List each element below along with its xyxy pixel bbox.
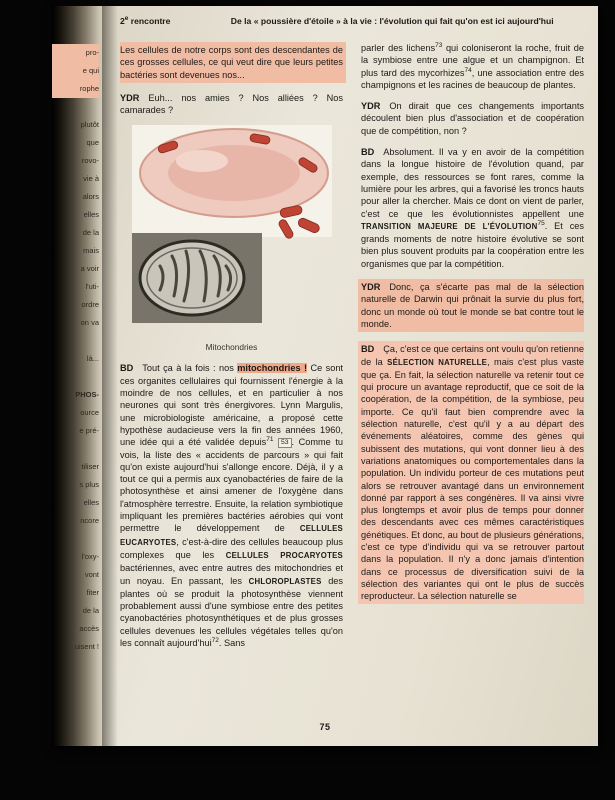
text-run: Tout ça à la fois : nos: [142, 363, 238, 374]
page-number: 75: [319, 722, 331, 732]
spine-fragments: [52, 6, 102, 656]
footnote-ref: e: [124, 15, 129, 23]
right-column: [361, 42, 584, 706]
spine-fragment: l'uti-: [85, 282, 99, 291]
paragraph-ydr-1: [120, 92, 343, 117]
footnote-ref: 75: [537, 219, 545, 227]
text-run: CELLULES EUCARYOTES: [120, 524, 343, 547]
footnote-ref: 74: [464, 66, 472, 74]
mitochondria-figure: [120, 125, 343, 352]
text-run: . Sans: [218, 638, 245, 649]
footnote-ref: 72: [211, 636, 219, 644]
paragraph-intro-highlighted: [120, 42, 346, 83]
text-run: Ce sont ces organites cellulaires qui fournissent l'énergie à la moindre de nos cellules, et en particulier à nos neurones qui sont très énergivores. Lynn Margulis, une microbiologiste américaine, a proposé cette hypothèse audacieuse vers la fin des années 1960, une idée qui a été validée depuis: [120, 363, 344, 448]
spine-fragment: là...: [86, 354, 99, 363]
text-run: Euh... nos amies ? Nos alliées ? Nos camarades ?: [120, 92, 343, 116]
spine-fragment: mais: [83, 246, 99, 255]
spine-fragment: alors: [82, 192, 99, 201]
spine-fragment: [52, 98, 99, 116]
spine-fragment: l'oxy-: [81, 552, 99, 561]
text-run: bactériennes, avec entre autres des mitochondries et un noyau. En passant, les: [120, 563, 343, 586]
spine-fragment: que: [86, 138, 99, 147]
paragraph-ydr-3-highlighted: [358, 279, 584, 332]
text-run: , mais c'est plus vaste que ça. En fait, la sélection naturelle va retenir tout ce qui procure un avantage reproductif, que ce soit de la coopération, de la compétition, de la symbiose, peu importe. Ce qu'il faut bien comprendre avec la sélection naturelle, c'est qu'il y a au départ des événements aléatoires, comme des gènes qui subissent des mutations, qui vont donner lieu à des variations anatomiques ou comportementales dans la population. Un individu porteur de ces mutations peut alors se retrouver avantagé dans un environnement donné par rapport à ses congénères. Il va ainsi vivre plus longtemps et avoir plus de temps pour donner des descendants avec ces mêmes caractéristiques génétiques. Et donc, au bout de plusieurs générations, c'est ce type d'individu qui va se retrouver partout dans la population. Il n'y a donc jamais d'intention dans ce processus de diversification suivi de la sélection des variantes qui ont le plus de succès reproducteur. La sélection naturelle se: [361, 356, 584, 602]
spine-fragment: elles: [83, 210, 99, 219]
text-run: qui coloniseront la roche, fruit de la symbiose entre une algue et un champignon. Et plus tard des mycorhizes: [361, 43, 584, 78]
text-run: Ça, c'est ce que certains ont voulu qu'on retienne de la: [361, 344, 584, 367]
mitochondria-illustration: [130, 125, 334, 335]
header-chapter: [120, 16, 170, 26]
spine-fragment: [52, 530, 99, 548]
spine-fragment: e pré-: [79, 426, 99, 435]
spine-fragment: PHOS-: [75, 390, 99, 399]
text-run: mitochondries !: [237, 363, 308, 374]
text-run: , c'est-à-dire des cellules beaucoup plus complexes que les: [120, 536, 343, 560]
spine-fragment: pro-: [52, 44, 99, 62]
spine-fragment: vont: [84, 570, 99, 579]
spine-fragment: accès: [79, 624, 99, 633]
spine-fragment: e qui: [52, 62, 99, 80]
reference-box: 53: [278, 438, 292, 448]
speaker-label: YDR: [361, 101, 381, 112]
speaker-label: YDR: [361, 282, 381, 293]
spine-fragment: [52, 332, 99, 350]
footnote-ref: 71: [266, 436, 274, 444]
paragraph-ydr-2: [361, 100, 584, 137]
text-run: CELLULES PROCARYOTES: [225, 550, 343, 560]
spine-fragment: [52, 440, 99, 458]
text-run: , une association entre des champignons et les racines de beaucoup de plantes.: [361, 67, 584, 90]
figure-caption: Mitochondries: [205, 342, 258, 353]
spine-fragment: tiliser: [81, 462, 99, 471]
page-spine: [52, 6, 102, 746]
spine-fragment: ordre: [81, 300, 99, 309]
page-header: [120, 16, 584, 26]
left-column: [120, 42, 343, 706]
spine-fragment: ncore: [80, 516, 99, 525]
book-page: [52, 6, 598, 746]
spine-fragment: s plus: [79, 480, 99, 489]
text-run: Absolument. Il va y en avoir de la compétition dans la longue histoire de l'évolution quand, par exemple, des ressources se font rares, comme la lumière pour les arbres, qui a favorisé les troncs hauts pour aller la chercher. Mais ce dont on vient de parler, c'est ce que les évolutionnistes appellent une: [361, 147, 584, 219]
text-run: SÉLECTION NATURELLE: [387, 357, 488, 367]
paragraph-bd-2: [361, 146, 584, 270]
spine-crease: [102, 6, 118, 746]
text-run: On dirait que ces changements importants découlent bien plus d'association et de coopération que de compétition, non ?: [361, 101, 584, 136]
spine-fragment: ource: [80, 408, 99, 417]
spine-fragment: rophe: [52, 80, 99, 98]
text-run: des plantes où se produit la photosynthèse viennent probablement aussi d'une symbiose entre des petites cyanobactéries photosynthétiques et de plus grosses cellules devenues les cellules végétales telles qu'on les connaît aujourd'hui: [120, 575, 344, 649]
text-run: . Comme tu vois, la liste des « accidents de parcours » qui fait qu'on existe aujourd'hui s'allonge encore. Déjà, il y a tout ce qui a permis aux cyanobactéries de faire de la photosynthèse et ainsi amener de l'oxygène dans l'atmosphère terrestre. Ensuite, la relation symbiotique impliquant les premières bactéries aérobies qui vont permettre le développement de: [120, 437, 343, 534]
spine-fragment: [52, 368, 99, 386]
spine-fragment: fiter: [86, 588, 99, 597]
spine-fragment: rovo-: [81, 156, 99, 165]
spine-fragment: on va: [80, 318, 99, 327]
paragraph-continuation: [361, 42, 584, 91]
spine-fragment: a voir: [80, 264, 99, 273]
text-run: 2: [120, 16, 125, 26]
paragraph-bd-1: [120, 362, 343, 649]
spine-fragment: plutôt: [80, 120, 99, 129]
speaker-label: BD: [120, 363, 134, 374]
paragraph-bd-3-highlighted: [358, 341, 584, 604]
text-run: . Et ces grands moments de notre histoire évolutive se sont bien plus souvent produits par la coopération entre les organismes que par la compétition.: [361, 220, 584, 269]
page-content: [120, 42, 584, 706]
text-run: Les cellules de notre corps sont des descendantes de ces grosses cellules, ce qui veut dire que leurs petites bactéries sont devenues nos...: [120, 45, 343, 80]
text-run: TRANSITION MAJEURE DE L'ÉVOLUTION: [361, 221, 538, 231]
spine-fragment: vie à: [83, 174, 99, 183]
speaker-label: YDR: [120, 92, 140, 103]
spine-fragment: elles: [83, 498, 99, 507]
text-run: rencontre: [128, 16, 171, 26]
header-title: De la « poussière d'étoile » à la vie : l'évolution qui fait qu'on est ici aujourd'hui: [230, 16, 554, 26]
text-run: parler des lichens: [361, 43, 436, 53]
speaker-label: BD: [361, 344, 375, 355]
text-run: Donc, ça s'écarte pas mal de la sélection naturelle de Darwin qui prônait la survie du plus fort, donc un monde où tout le monde se bat contre tout le monde.: [361, 282, 584, 329]
spine-fragment: de la: [82, 228, 99, 237]
spine-fragment: uisent !: [74, 642, 99, 651]
speaker-label: BD: [361, 147, 375, 158]
spine-fragment: de la: [82, 606, 99, 615]
footnote-ref: 73: [435, 42, 443, 49]
text-run: CHLOROPLASTES: [248, 576, 322, 586]
